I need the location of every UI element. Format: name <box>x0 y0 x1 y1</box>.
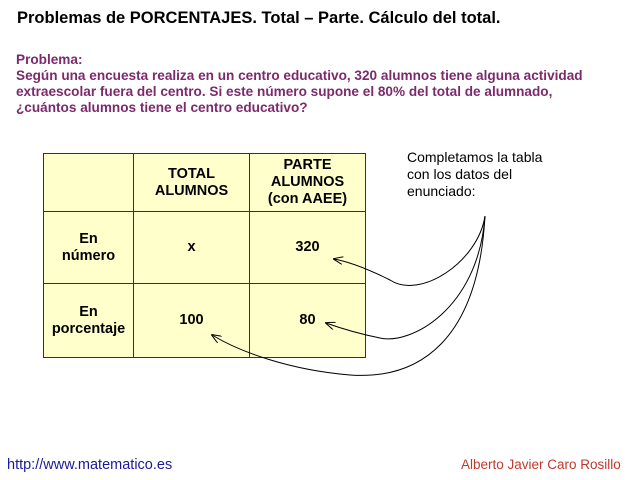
header-text: (con AAEE) <box>267 191 348 207</box>
row-label-text: En <box>79 303 98 320</box>
problem-line: ¿cuántos alumnos tiene el centro educativo? <box>16 100 308 115</box>
row-label-text: porcentaje <box>51 320 126 337</box>
header-text: TOTAL <box>168 165 215 182</box>
note-line: enunciado: <box>407 183 476 199</box>
cell-parte-numero: 320 <box>250 212 366 284</box>
cell-total-numero: x <box>134 212 250 284</box>
header-text: ALUMNOS <box>154 182 229 199</box>
arrow-to-80 <box>326 216 485 339</box>
row-label-text: En <box>79 230 98 247</box>
note-line: con los datos del <box>407 166 513 182</box>
problem-heading: Problema: <box>16 52 83 67</box>
arrow-to-320 <box>334 216 485 285</box>
cell-parte-porcentaje: 80 <box>250 284 366 358</box>
note-line: Completamos la tabla <box>407 149 543 165</box>
problem-line: extraescolar fuera del centro. Si este número supone el 80% del total de alumnado, <box>16 84 553 99</box>
row-label-text: número <box>61 247 116 264</box>
author-credit: Alberto Javier Caro Rosillo <box>461 457 621 472</box>
arrow-to-100 <box>212 216 485 375</box>
header-text: PARTE <box>283 157 332 173</box>
header-text: ALUMNOS <box>270 174 345 190</box>
page-title: Problemas de PORCENTAJES. Total – Parte. Cálculo del total. <box>17 9 501 27</box>
website-link[interactable]: http://www.matematico.es <box>7 457 173 473</box>
problem-line: Según una encuesta realiza en un centro educativo, 320 alumnos tiene alguna actividad <box>16 68 583 83</box>
cell-total-porcentaje: 100 <box>134 284 250 358</box>
